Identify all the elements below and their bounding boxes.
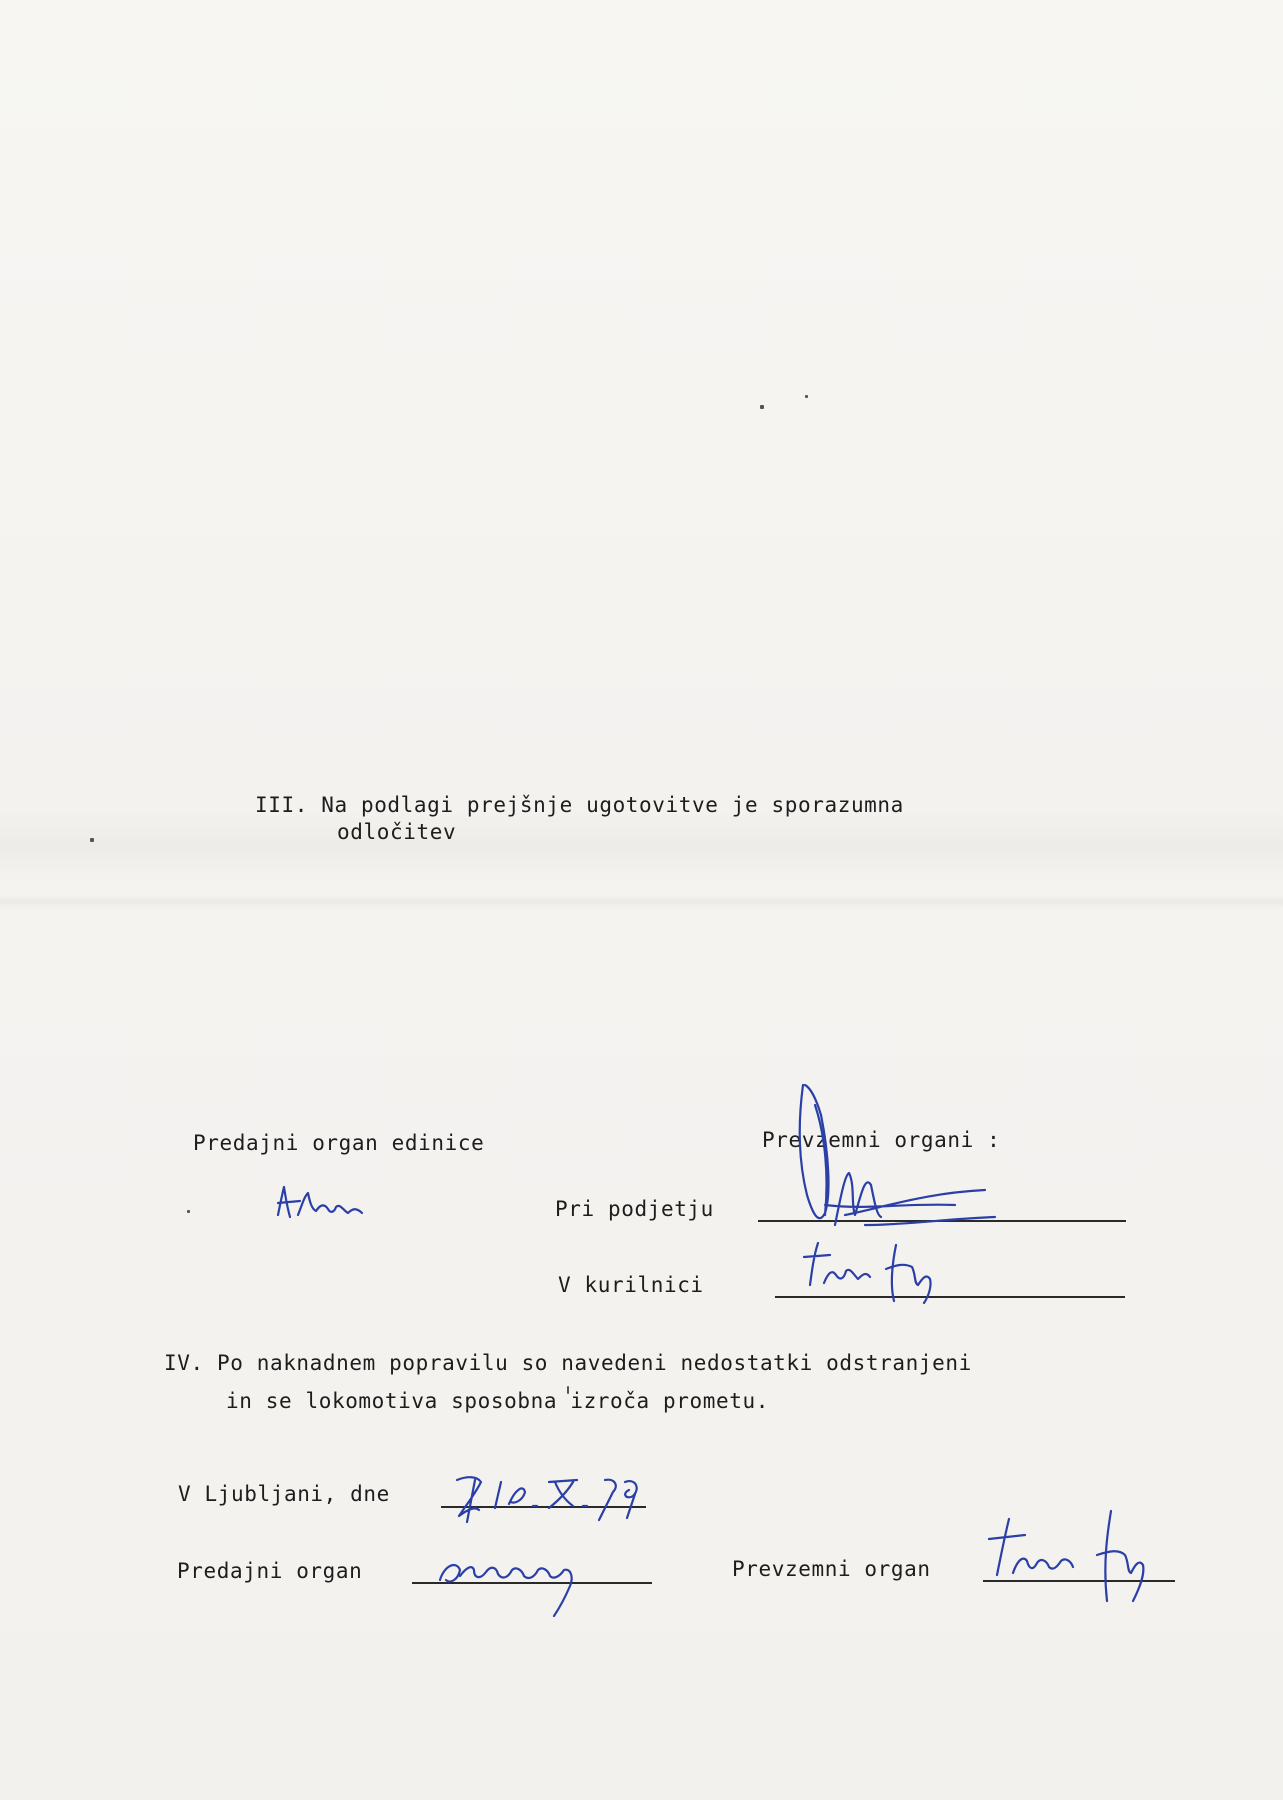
- prevzemni-organi-label: Prevzemni organi :: [762, 1128, 1001, 1152]
- predajni-organ-edinice-label: Predajni organ edinice: [193, 1131, 485, 1155]
- speck-mark: [187, 1210, 190, 1213]
- section-iv-line-1: IV. Po naknadnem popravilu so navedeni nedostatki odstranjeni: [164, 1351, 972, 1375]
- prevzemni-organ-label: Prevzemni organ: [732, 1557, 931, 1581]
- pri-podjetju-label: Pri podjetju: [555, 1197, 714, 1221]
- predajni-organ-label: Predajni organ: [177, 1559, 363, 1583]
- signature-v-kurilnici: [800, 1235, 960, 1305]
- handwritten-date: [445, 1460, 665, 1530]
- speck-mark: [805, 395, 808, 398]
- section-iv-line-2: in se lokomotiva sposobna izroča prometu.: [226, 1389, 769, 1413]
- speck-mark: [90, 838, 94, 842]
- v-kurilnici-label: V kurilnici: [558, 1273, 704, 1297]
- section-iii-line-2: odločitev: [337, 820, 457, 844]
- date-line-label: V Ljubljani, dne: [178, 1482, 390, 1506]
- speck-mark: [760, 405, 764, 409]
- signature-prevzemni-organ: [985, 1505, 1175, 1605]
- signature-predajni-edinice: [270, 1175, 380, 1235]
- signature-pri-podjetju: [785, 1075, 1005, 1245]
- section-iii-line-1: III. Na podlagi prejšnje ugotovitve je sporazumna: [255, 793, 904, 817]
- paper-fold: [0, 895, 1283, 909]
- signature-predajni-organ: [430, 1530, 630, 1620]
